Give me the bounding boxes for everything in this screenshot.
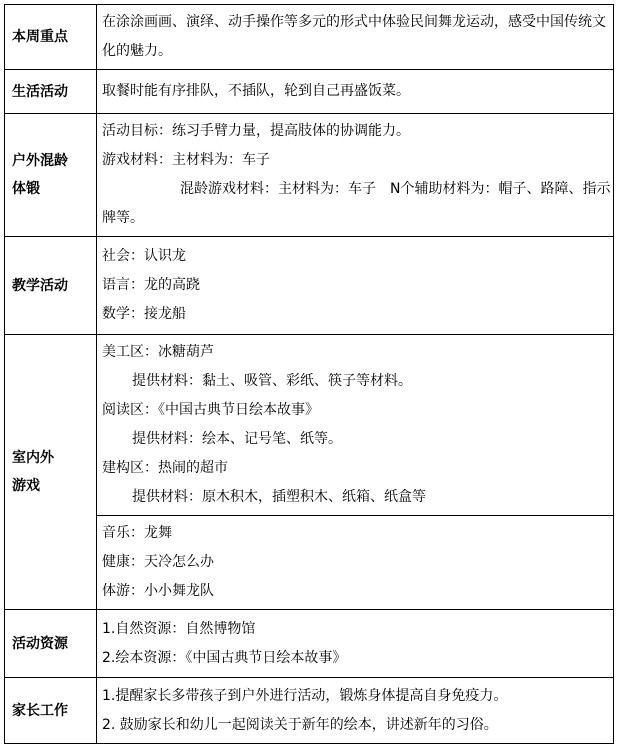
teaching-item: 语言：龙的高跷 (102, 277, 200, 293)
label-outdoor (5, 114, 97, 237)
parent-item: 2. 鼓励家长和幼儿一起阅读关于新年的绘本，讲述新年的习俗。 (102, 716, 498, 733)
label-teaching: 教学活动 (5, 237, 97, 335)
art-material: 提供材料：黏土、吸管、彩纸、筷子等材料。 (132, 373, 412, 389)
teaching-item: 数学：接龙船 (102, 306, 186, 322)
build-area: 建构区：热闹的超市 (102, 460, 228, 476)
row-games-outdoor (5, 516, 614, 610)
games-outdoor-item: 体游：小小舞龙队 (102, 583, 214, 599)
label-games-line2: 游戏 (12, 478, 40, 494)
resource-item: 1.自然资源：自然博物馆 (102, 620, 256, 637)
outdoor-mixed-material: 混龄游戏材料：主材料为：车子 N个辅助材料为：帽子、路障、指示牌等。 (102, 181, 611, 226)
row-games-indoor (5, 335, 614, 516)
label-resources: 活动资源 (5, 610, 97, 678)
reading-material: 提供材料：绘本、记号笔、纸等。 (132, 431, 342, 447)
label-games (5, 335, 97, 610)
label-parents: 家长工作 (5, 678, 97, 744)
games-outdoor-item: 健康：天冷怎么办 (102, 554, 214, 570)
reading-area: 阅读区：《中国古典节日绘本故事》 (102, 402, 319, 418)
label-life: 生活活动 (5, 70, 97, 114)
outdoor-material: 游戏材料：主材料为：车子 (102, 152, 270, 168)
label-outdoor-line2: 体锻 (12, 181, 40, 197)
row-focus (5, 5, 614, 70)
resource-item: 2.绘本资源：《中国古典节日绘本故事》 (102, 649, 347, 666)
label-outdoor-line1: 户外混龄 (12, 153, 68, 169)
label-games-line1: 室内外 (12, 450, 54, 466)
weekly-plan-table (4, 4, 614, 744)
row-outdoor (5, 114, 614, 237)
row-life (5, 70, 614, 114)
build-material: 提供材料：原木积木，插塑积木、纸箱、纸盒等 (132, 489, 426, 505)
row-resources (5, 610, 614, 678)
art-area: 美工区：冰糖葫芦 (102, 344, 214, 360)
row-parents (5, 678, 614, 744)
games-outdoor-item: 音乐：龙舞 (102, 525, 172, 541)
life-text: 取餐时能有序排队，不插队，轮到自己再盛饭菜。 (102, 83, 410, 99)
focus-text: 在涂涂画画、演绎、动手操作等多元的形式中体验民间舞龙运动，感受中国传统文化的魅力。 (102, 14, 606, 59)
parent-item: 1.提醒家长多带孩子到户外进行活动，锻炼身体提高自身免疫力。 (102, 687, 508, 704)
row-teaching (5, 237, 614, 335)
label-focus: 本周重点 (5, 5, 97, 70)
teaching-item: 社会：认识龙 (102, 248, 186, 264)
outdoor-goal: 活动目标：练习手臂力量，提高肢体的协调能力。 (102, 123, 410, 139)
